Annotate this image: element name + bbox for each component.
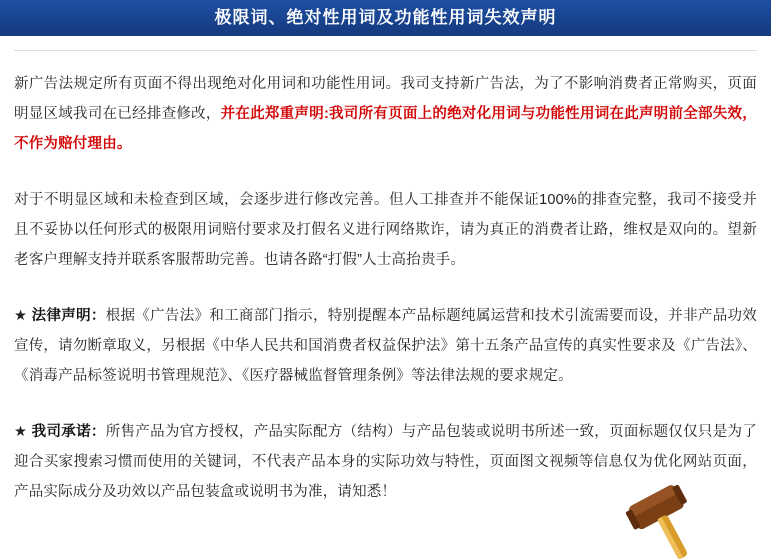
paragraph-company-promise [14,417,757,507]
company-promise-label: 我司承诺： [31,424,106,440]
paragraph1-text: 新广告法规定所有页面不得出现绝对化用词和功能性用词。我司支持新广告法，为了不影响消费者正常购买，页面明显区域我司在已经排查修改， [14,76,757,122]
paragraph-disclaimer-main [14,69,757,159]
divider [14,50,757,51]
legal-statement-label: 法律声明： [31,308,106,324]
company-promise-body: 所售产品为官方授权，产品实际配方（结构）与产品包装或说明书所述一致，页面标题仅仅只是为了迎合买家搜索习惯而使用的关键词，不代表产品本身的实际功效与特性，页面图文视频等信息仅为优化网站页面，产品实际成分及功效以产品包装盒或说明书为准，请知悉！ [14,424,758,500]
legal-statement-body: 根据《广告法》和工商部门指示，特别提醒本产品标题纯属运营和技术引流需要而设，并非产品功效宣传，请勿断章取义，另根据《中华人民共和国消费者权益保护法》第十五条产品宣传的真实性要求及《广告法》、《消毒产品标签说明书管理规范》、《医疗器械监督管理条例》等法律法规的要求规定。 [14,308,758,384]
page-banner [0,0,771,36]
page-title: 极限词、绝对性用词及功能性用词失效声明 [214,8,557,27]
declaration-content [0,50,771,507]
star-icon: ★ [14,308,28,324]
star-icon: ★ [14,424,28,440]
paragraph-unchecked-areas: 对于不明显区域和未检查到区域，会逐步进行修改完善。但人工排查并不能保证100%的排查完整，我司不接受并且不妥协以任何形式的极限用词赔付要求及打假名义进行网络欺诈，请为真正的消费者让路，维权是双向的。望新老客户理解支持并联系客服帮助完善。也请各路“打假”人士高抬贵手。 [14,192,757,268]
paragraph-legal-statement [14,301,757,391]
paragraph1-highlight: 并在此郑重声明:我司所有页面上的绝对化用词与功能性用词在此声明前全部失效，不作为赔付理由。 [14,106,757,152]
